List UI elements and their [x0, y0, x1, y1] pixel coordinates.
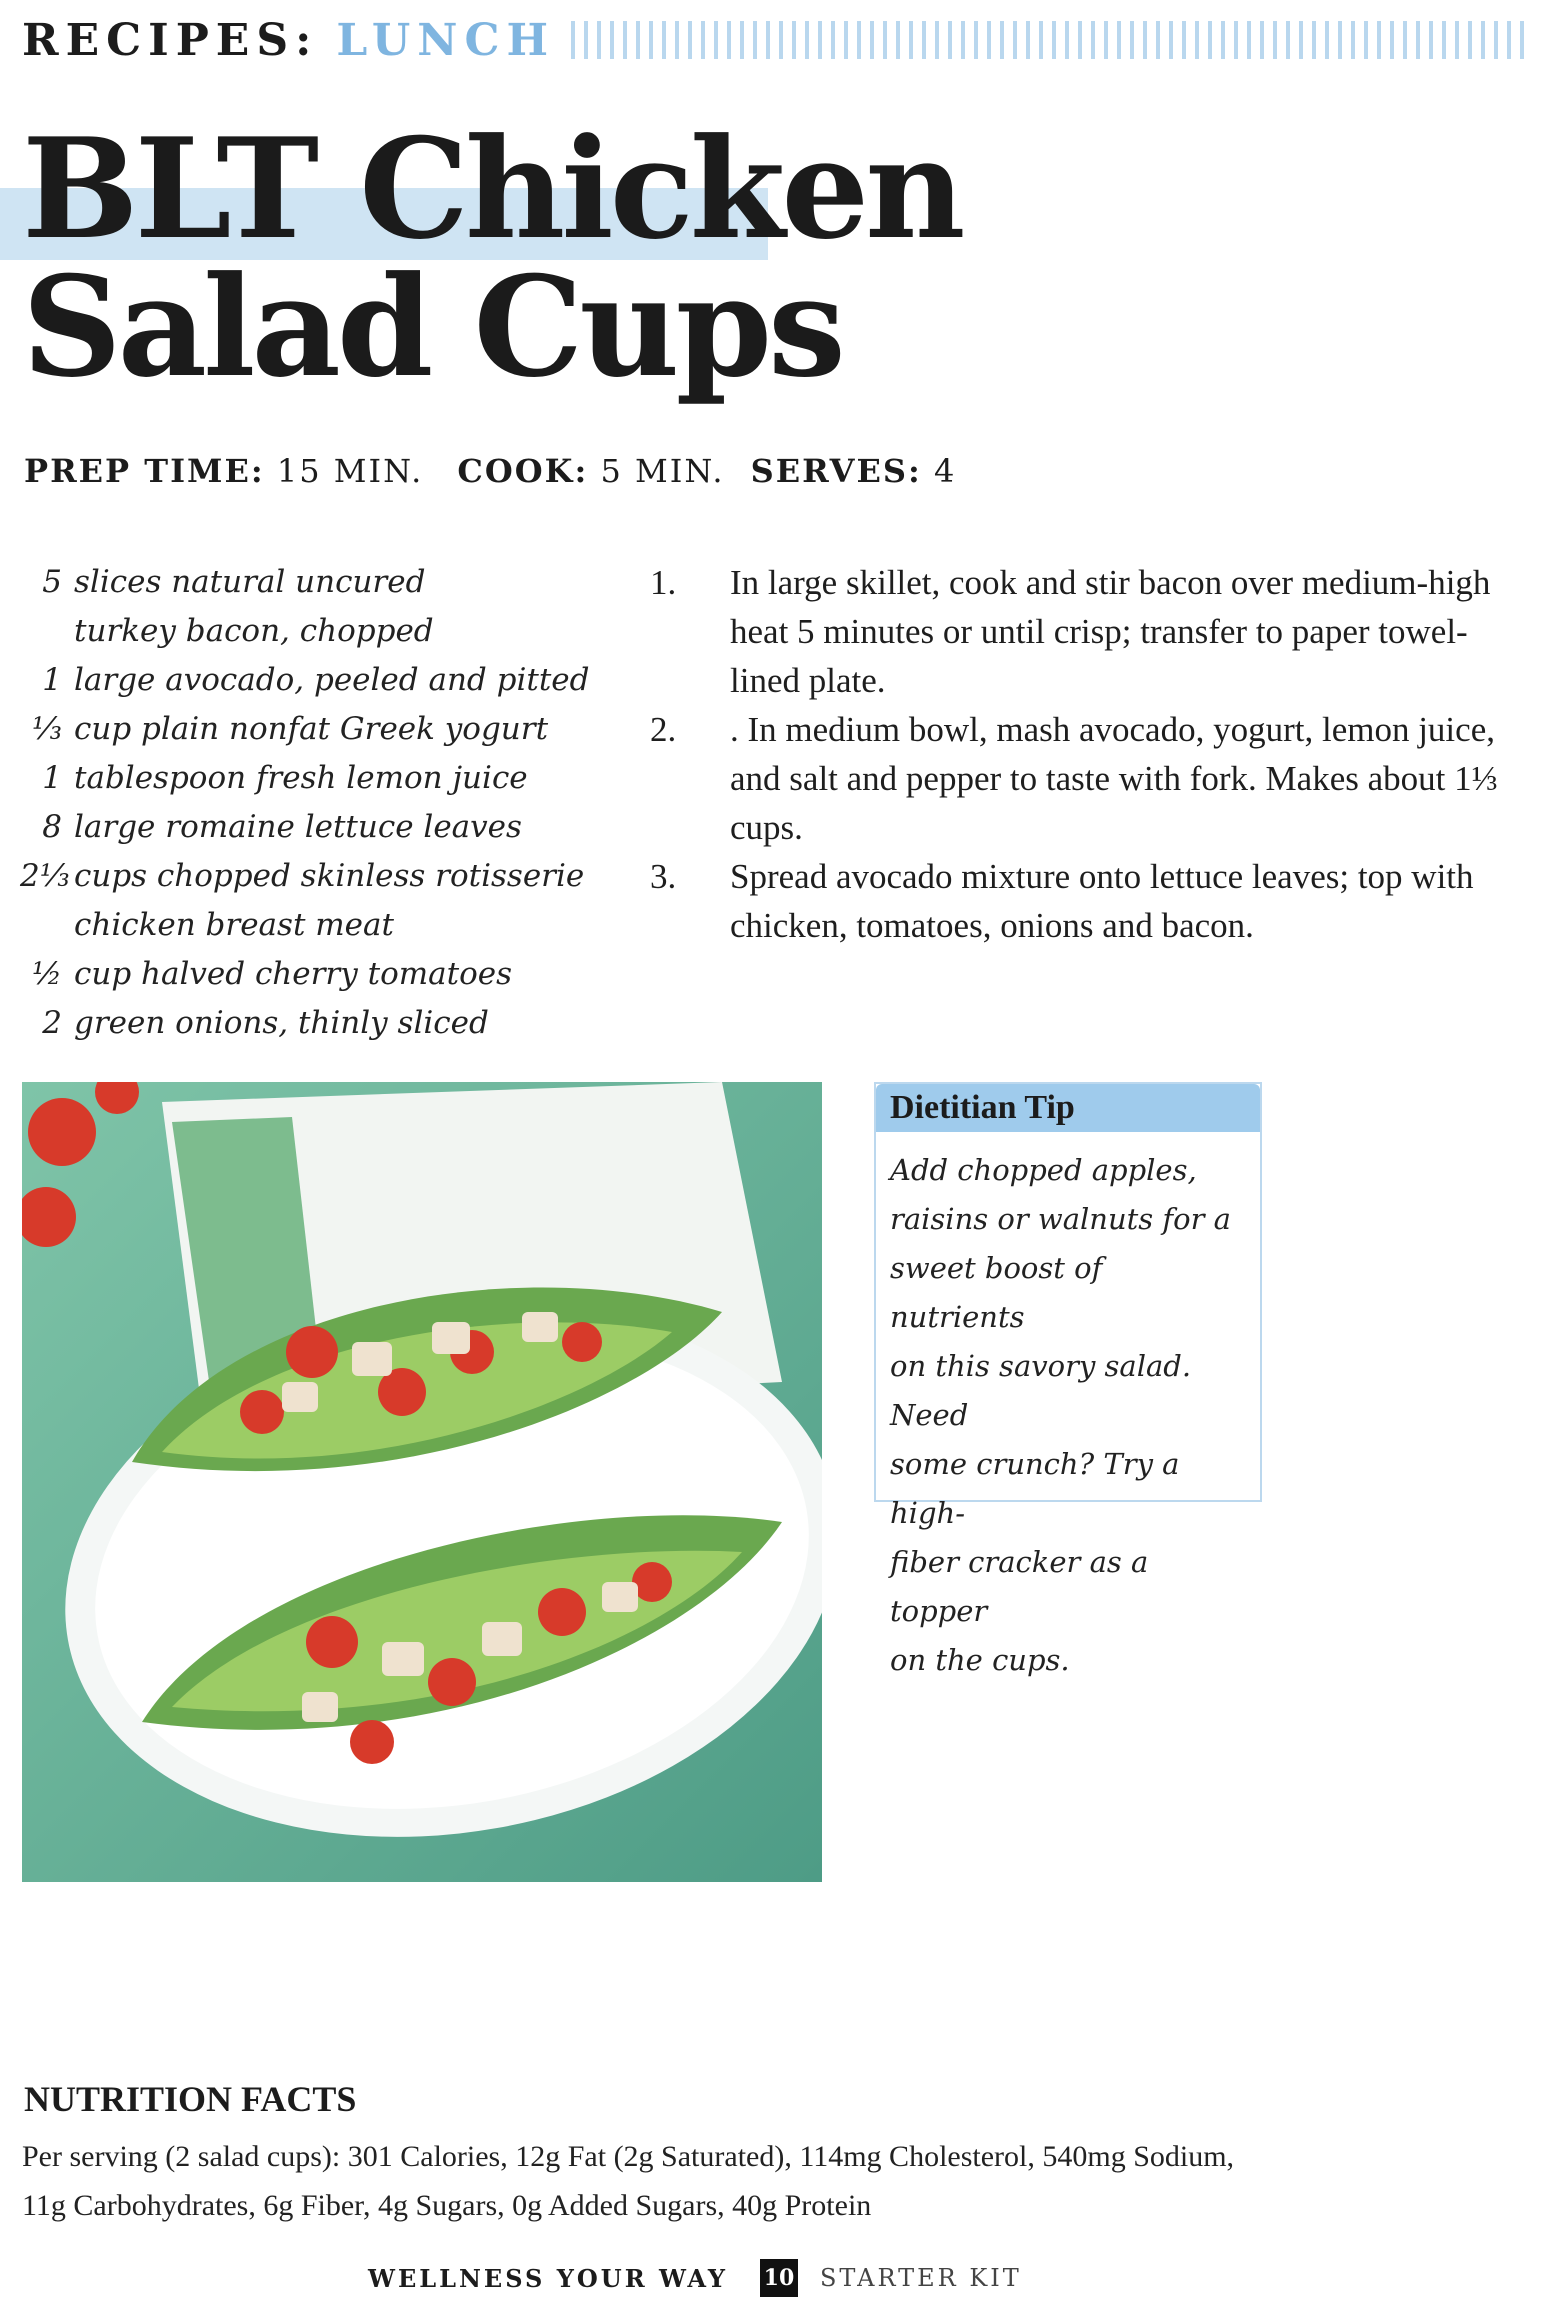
ingredient-qty: 2⅓	[20, 858, 70, 894]
nutrition-title: NUTRITION FACTS	[24, 2079, 357, 2119]
ingredient-item	[20, 656, 640, 705]
ingredient-desc: slices natural uncured	[74, 564, 426, 600]
step-text: . In medium bowl, mash avocado, yogurt, lemon juice, and salt and pepper to taste with fork. Makes about 1⅓ cups.	[730, 710, 1498, 847]
ingredient-qty: 2	[42, 1005, 62, 1041]
ingredient-desc: cup halved cherry tomatoes	[74, 956, 512, 992]
ingredient-item	[20, 705, 640, 754]
tip-line: raisins or walnuts for a	[890, 1202, 1231, 1236]
ingredient-list	[20, 558, 640, 1048]
ingredient-item	[20, 607, 640, 656]
tip-line: on the cups.	[890, 1643, 1070, 1677]
step-text: In large skillet, cook and stir bacon over medium-high heat 5 minutes or until crisp; transfer to paper towel-lined plate.	[730, 563, 1491, 700]
serves-label: SERVES:	[750, 452, 922, 490]
header-stripes	[571, 21, 1532, 59]
nutrition-line-1: Per serving (2 salad cups): 301 Calories, 12g Fat (2g Saturated), 114mg Cholesterol, 540mg Sodium,	[22, 2140, 1235, 2173]
step-text: Spread avocado mixture onto lettuce leaves; top with chicken, tomatoes, onions and bacon.	[730, 857, 1474, 945]
nutrition-line-2: 11g Carbohydrates, 6g Fiber, 4g Sugars, 0g Added Sugars, 40g Protein	[22, 2189, 872, 2222]
direction-list	[650, 558, 1530, 950]
ingredient-desc: green onions, thinly sliced	[74, 1005, 489, 1041]
ingredient-desc: cups chopped skinless rotisserie	[74, 858, 585, 894]
ingredient-desc: cup plain nonfat Greek yogurt	[74, 711, 549, 747]
section-label: RECIPES:	[22, 14, 319, 66]
ingredient-item	[20, 901, 640, 950]
title-line-1: BLT Chicken	[22, 107, 962, 270]
cook-label: COOK:	[457, 452, 589, 490]
ingredient-qty: 5	[42, 564, 62, 600]
ingredient-qty	[20, 901, 74, 950]
prep-label: PREP TIME:	[24, 452, 265, 490]
ingredient-qty: ½	[31, 956, 62, 992]
prep-value: 15 MIN.	[276, 452, 424, 490]
dietitian-tip-box	[874, 1082, 1262, 1677]
ingredient-qty: 1	[42, 760, 62, 796]
step-number: 1.	[650, 563, 677, 602]
nutrition-text	[22, 2132, 1442, 2230]
tip-line: Add chopped apples,	[890, 1153, 1197, 1187]
ingredient-item	[20, 803, 640, 852]
ingredient-qty: 1	[42, 662, 62, 698]
footer-kit: STARTER KIT	[819, 2264, 1022, 2292]
ingredient-desc: tablespoon fresh lemon juice	[74, 760, 528, 796]
section-header	[22, 10, 1532, 70]
dietitian-tip-text	[876, 1132, 1260, 1685]
ingredient-item	[20, 950, 640, 999]
ingredient-item	[20, 558, 640, 607]
salad-photo	[22, 1082, 822, 1882]
tip-line: fiber cracker as a topper	[890, 1545, 1149, 1628]
ingredient-item	[20, 852, 640, 901]
ingredient-item	[20, 999, 640, 1048]
recipe-meta	[24, 452, 978, 490]
serves-value: 4	[933, 452, 957, 490]
step-number: 3.	[650, 857, 677, 896]
cook-value: 5 MIN.	[600, 452, 725, 490]
dietitian-tip-title: Dietitian Tip	[876, 1084, 1260, 1132]
title-line-2: Salad Cups	[22, 245, 842, 408]
recipe-title	[22, 107, 1022, 408]
ingredient-qty: 8	[42, 809, 62, 845]
ingredient-desc: chicken breast meat	[74, 907, 394, 943]
page-footer	[368, 2258, 1022, 2298]
tip-line: sweet boost of nutrients	[890, 1251, 1103, 1334]
ingredient-item	[20, 754, 640, 803]
ingredient-desc: large avocado, peeled and pitted	[74, 662, 590, 698]
tip-line: on this savory salad. Need	[890, 1349, 1192, 1432]
tip-line: some crunch? Try a high-	[890, 1447, 1180, 1530]
section-name: LUNCH	[336, 14, 556, 66]
direction-step	[650, 705, 1530, 852]
ingredient-desc: large romaine lettuce leaves	[74, 809, 522, 845]
ingredient-desc: turkey bacon, chopped	[74, 613, 434, 649]
ingredient-qty: ⅓	[31, 711, 62, 747]
direction-step	[650, 852, 1530, 950]
footer-brand: WELLNESS YOUR WAY	[368, 2263, 728, 2293]
ingredient-qty	[20, 607, 74, 656]
page-number: 10	[760, 2259, 798, 2297]
direction-step	[650, 558, 1530, 705]
salad-photo-illustration	[22, 1082, 822, 1882]
step-number: 2.	[650, 710, 677, 749]
